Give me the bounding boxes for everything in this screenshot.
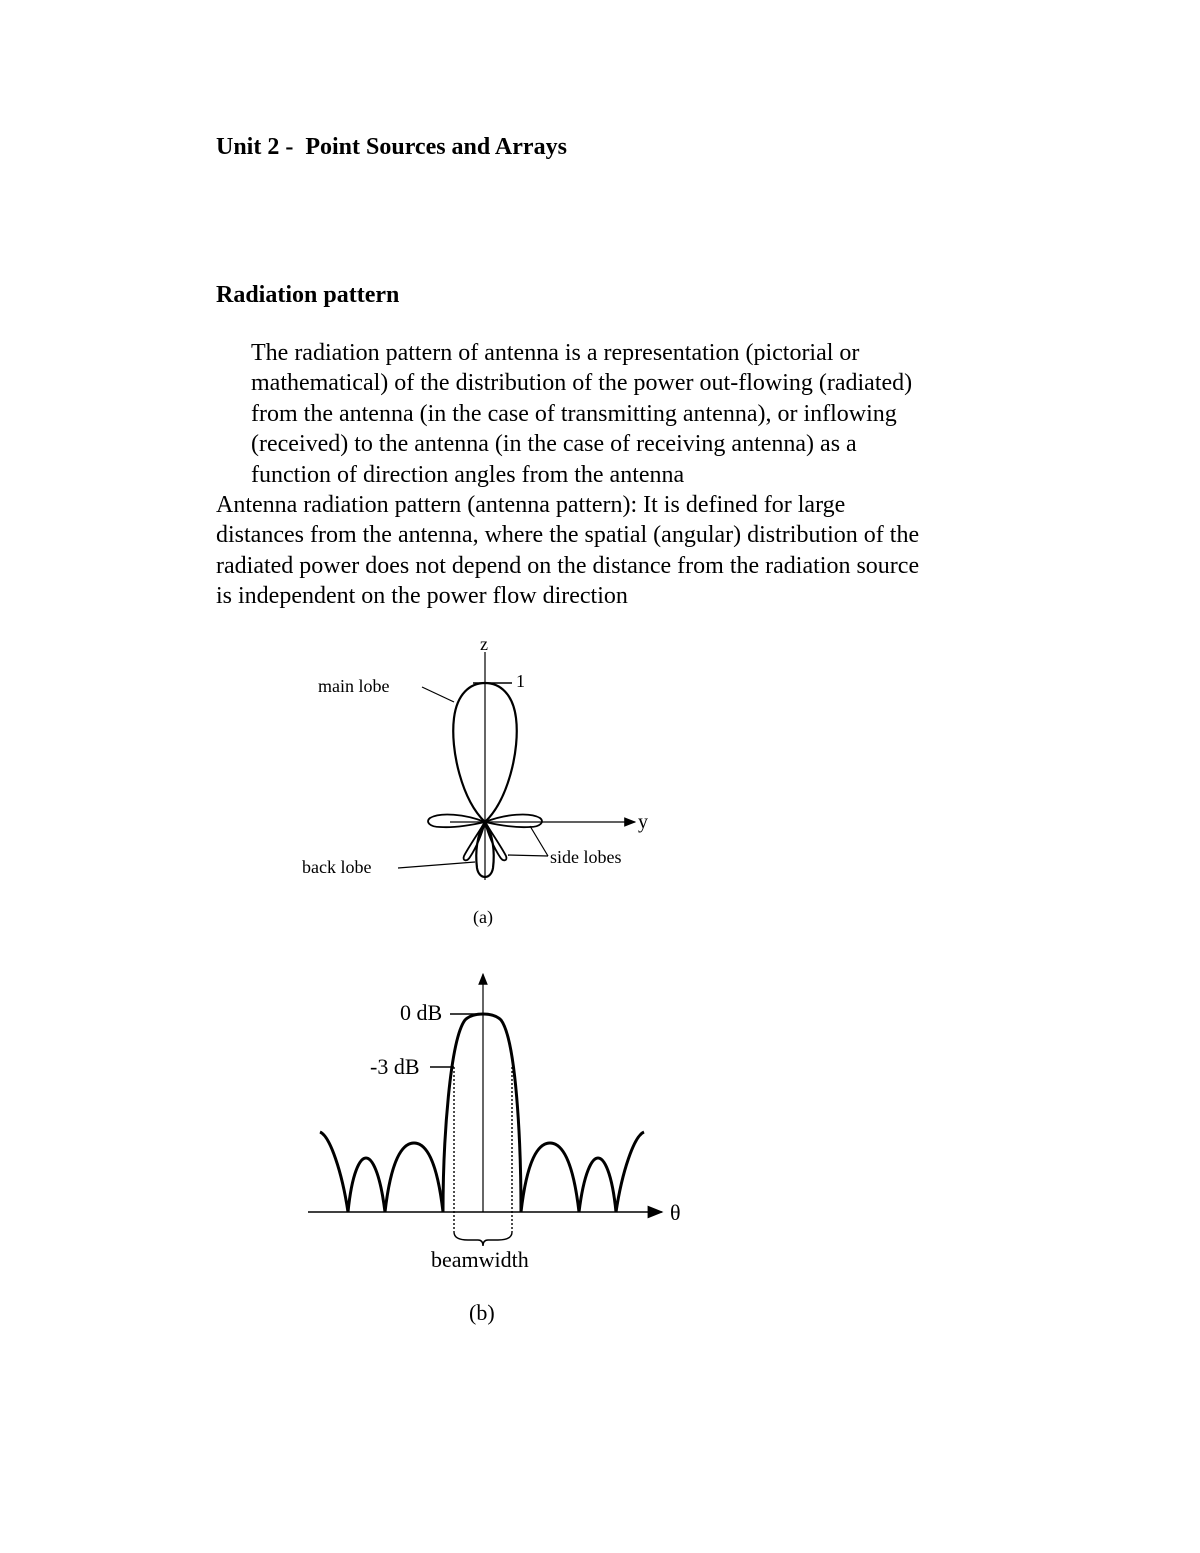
main-lobe-leader [422, 687, 454, 702]
antenna-pattern-line: radiated power does not depend on the distance from the radiation source [216, 552, 920, 579]
definition-line: (received) to the antenna (in the case of receiving antenna) as a [251, 431, 857, 458]
section-heading: Radiation pattern [216, 282, 400, 308]
zero-db-label: 0 dB [400, 1000, 443, 1025]
radiation-pattern-rectangular-figure [290, 960, 710, 1340]
side-lobes-label: side lobes [550, 847, 622, 867]
figure-a-caption: (a) [473, 907, 493, 927]
page-title: Unit 2 - Point Sources and Arrays [216, 134, 567, 160]
definition-paragraph [251, 338, 991, 490]
peak-label: 1 [516, 671, 525, 691]
antenna-pattern-line: Antenna radiation pattern (antenna pattern): It is defined for large [216, 492, 846, 518]
y-axis-label: y [638, 811, 648, 833]
antenna-pattern-line: is independent on the power flow direction [216, 583, 628, 610]
back-lobe-label: back lobe [302, 857, 372, 877]
radiation-pattern-polar-figure [290, 630, 710, 940]
minus3-db-label: -3 dB [370, 1054, 420, 1079]
main-lobe-label: main lobe [318, 676, 390, 696]
side-lobes-leader-2 [508, 855, 548, 856]
right-side-lobe [485, 815, 542, 828]
left-side-lobe [428, 815, 485, 828]
theta-axis-label: θ [670, 1200, 681, 1225]
beamwidth-brace [454, 1232, 512, 1246]
main-beam-curve [443, 1014, 521, 1212]
antenna-pattern-line: distances from the antenna, where the spatial (angular) distribution of the [216, 522, 920, 549]
antenna-pattern-paragraph [216, 490, 991, 612]
definition-line: mathematical) of the distribution of the power out-flowing (radiated) [251, 370, 913, 397]
definition-line: The radiation pattern of antenna is a representation (pictorial or [251, 340, 860, 366]
z-axis-label: z [480, 634, 488, 654]
side-lobes-leader-1 [530, 826, 548, 856]
side-lobes-curve [320, 1132, 644, 1212]
definition-line: from the antenna (in the case of transmitting antenna), or inflowing [251, 400, 897, 427]
definition-line: function of direction angles from the antenna [251, 461, 685, 488]
beamwidth-label: beamwidth [431, 1247, 529, 1272]
figure-b-caption: (b) [469, 1300, 495, 1325]
back-lobe-leader [398, 862, 475, 868]
